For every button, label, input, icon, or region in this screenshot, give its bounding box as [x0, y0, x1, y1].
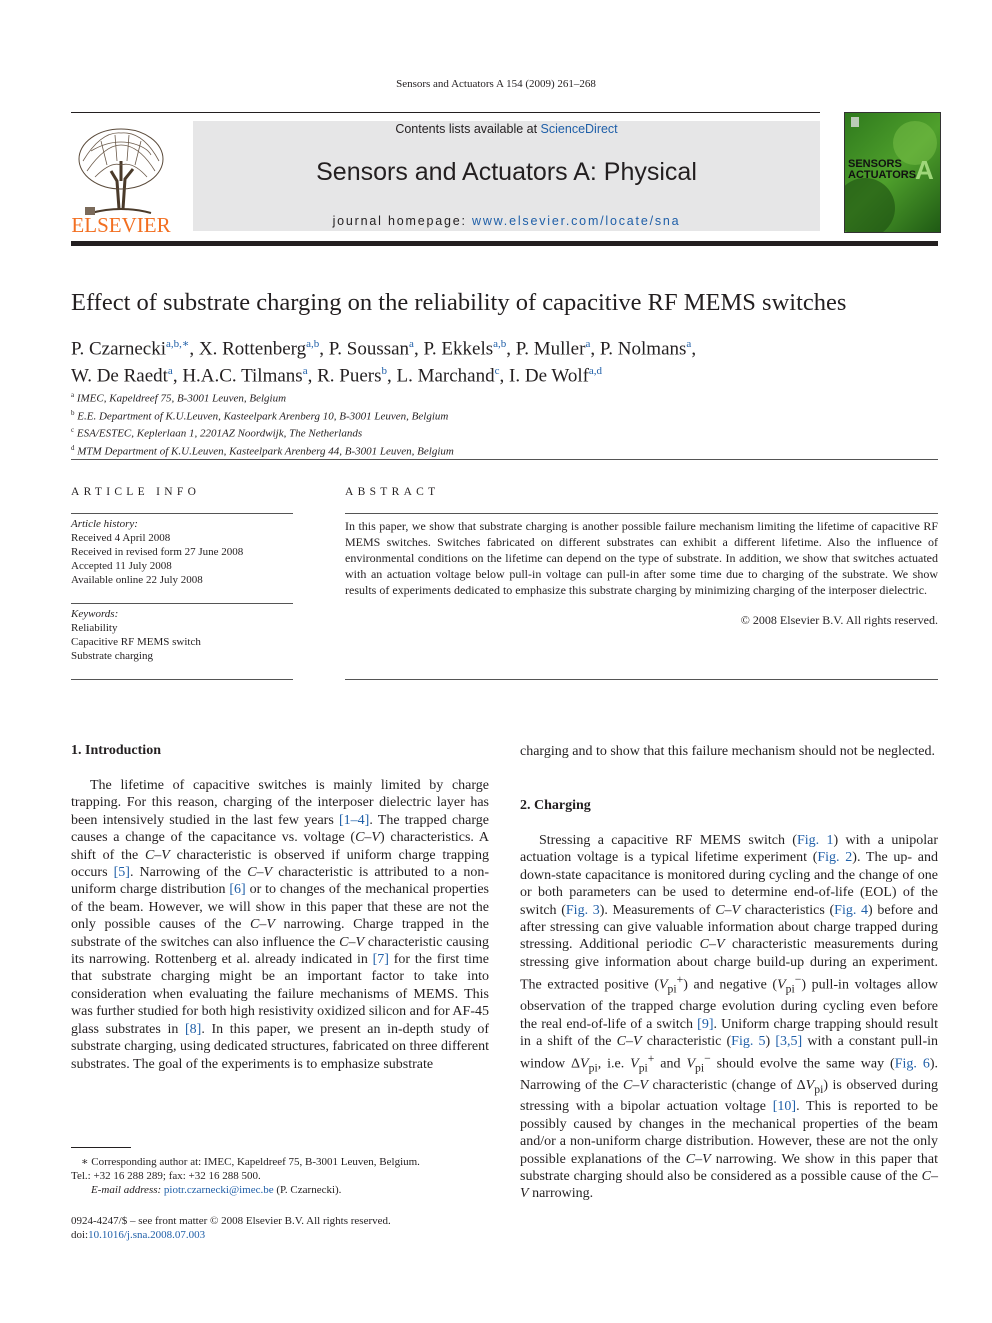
- abstract-copyright: © 2008 Elsevier B.V. All rights reserved.: [740, 613, 938, 627]
- charging-heading: 2. Charging: [520, 798, 591, 813]
- article-info-rule-2: [71, 603, 293, 604]
- author-separator: ,: [590, 338, 600, 360]
- author-list: [71, 333, 696, 388]
- history-label: Article history:: [71, 518, 138, 530]
- charging-paragraph: Stressing a capacitive RF MEMS switch (Fig. 1) with a unipolar actuation voltage is a typical lifetime experiment (Fig. 2). The up- and down-state capacitance is monitored during cycling and the change of one or both parameters can be used to determine end-of-life (EOL) of the switch (Fig. 3). Measurements of C–V characteristics (Fig. 4) before and after stressing can give valuable information about charge trapped during stressing. Additional periodic C–V characteristic measurements during stressing give information about charge build-up during an experiment. The extracted positive $(V_{pi}^+)$ and negative $(V_{pi}^-)$ pull-in voltages allow observation of the trapped charge evolution during cycling even before the real end-of-life of a switch [9]. Uniform charge trapping should result in a shift of the C–V characteristic (Fig. 5) [3,5] with a constant pull-in window $\Delta V_{pi}$, i.e. $V_{pi}^+$ and $V_{pi}^-$ should evolve the same way (Fig. 6). Narrowing of the C–V characteristic (change of $\Delta V_{pi}$) is observed during stressing with a bipolar actuation voltage [10]. This is reported to be possibly caused by changes in the mechanical properties of the beam and/or a non-uniform charge distribution. However, these are not the only possible explanations of the C–V narrowing. We show in this paper that substrate charging should also be considered as a possible cause of the C–V narrowing.: [520, 833, 939, 1202]
- affiliation-key: d: [71, 443, 75, 452]
- author-affiliation-marker[interactable]: a: [409, 338, 414, 350]
- homepage-prefix: journal homepage:: [332, 214, 473, 228]
- keywords-block: [71, 607, 293, 663]
- keyword-item: Substrate charging: [71, 650, 153, 662]
- footnote-email: [71, 1183, 489, 1197]
- author-name: P. Soussan: [328, 338, 410, 360]
- abstract-rule-bottom: [345, 679, 938, 680]
- author-affiliation-marker[interactable]: a,d: [588, 365, 603, 378]
- author-affiliation-marker[interactable]: a,b: [306, 338, 320, 350]
- introduction-continued: charging and to show that this failure mechanism should not be neglected.: [520, 744, 935, 759]
- author-name: P. Czarnecki: [71, 338, 166, 360]
- affiliation-key: b: [71, 408, 75, 417]
- affiliation-item: [71, 388, 454, 406]
- author-affiliation-marker[interactable]: c: [494, 365, 500, 378]
- author-affiliation-marker[interactable]: a,b: [493, 338, 507, 350]
- doi-label: doi:: [71, 1229, 89, 1241]
- history-item: Available online 22 July 2008: [71, 574, 203, 586]
- keyword-list: [71, 621, 293, 663]
- affiliation-text: E.E. Department of K.U.Leuven, Kasteelpark Arenberg 10, B-3001 Leuven, Belgium: [74, 410, 449, 423]
- doi-line: [71, 1228, 489, 1242]
- keywords-label: Keywords:: [71, 608, 119, 620]
- author-affiliation-marker[interactable]: a: [302, 365, 308, 378]
- author-affiliation-marker[interactable]: b: [381, 365, 387, 378]
- history-item: Received 4 April 2008: [71, 532, 171, 544]
- author-separator: ,: [307, 365, 318, 387]
- affiliation-text: IMEC, Kapeldreef 75, B-3001 Leuven, Belgium: [74, 392, 287, 405]
- author-affiliation-marker[interactable]: a: [167, 365, 173, 378]
- author-affiliation-marker[interactable]: a,b,∗: [165, 338, 190, 350]
- cover-title: [848, 159, 916, 181]
- author-name: L. Marchand: [396, 365, 495, 387]
- cover-line-2: ACTUATORS: [848, 169, 917, 181]
- author-affiliation-marker[interactable]: a: [686, 338, 692, 350]
- history-item: Received in revised form 27 June 2008: [71, 546, 244, 558]
- affiliation-text: ESA/ESTEC, Keplerlaan 1, 2201AZ Noordwijk, The Netherlands: [74, 427, 363, 440]
- author-separator: ,: [506, 338, 516, 360]
- email-link[interactable]: piotr.czarnecki@imec.be: [163, 1184, 274, 1196]
- author-name: I. De Wolf: [509, 365, 589, 387]
- abstract-text: In this paper, we show that substrate charging is another possible failure mechanism limiting the lifetime of capacitive RF MEMS switches. Switches fabricated on different substrates can exhibit a different lifetime. Also the influence of environmental conditions on the lifetime can depend on the type of substrate. In addition, we show that switches actuated with an actuation voltage below pull-in voltage can pull-in after some time due to charging of the substrate. We show results of experiments dedicated to emphasize this substrate charging by minimizing charging of the interposer dielectric.: [345, 519, 938, 597]
- affiliation-item: [71, 441, 454, 459]
- footnotes: [71, 1155, 489, 1197]
- front-matter: [71, 1214, 489, 1242]
- journal-reference: Sensors and Actuators A 154 (2009) 261–268: [396, 78, 596, 90]
- author-separator: ,: [413, 338, 424, 360]
- paper-title: Effect of substrate charging on the reliability of capacitive RF MEMS switches: [71, 289, 847, 316]
- footnote-tel: Tel.: +32 16 288 289; fax: +32 16 288 500.: [71, 1170, 261, 1182]
- cover-letter: A: [915, 155, 934, 185]
- contents-prefix: Contents lists available at: [395, 122, 541, 136]
- abstract-rule-top: [345, 513, 938, 514]
- author-name: H.A.C. Tilmans: [182, 365, 303, 387]
- article-info-rule-3: [71, 679, 293, 680]
- issn-line: 0924-4247/$ – see front matter © 2008 Elsevier B.V. All rights reserved.: [71, 1215, 391, 1227]
- author-separator: ,: [189, 338, 199, 360]
- author-separator: ,: [386, 365, 397, 387]
- journal-homepage: [193, 214, 820, 228]
- introduction-paragraph: The lifetime of capacitive switches is mainly limited by charge trapping. For this reason, charging of the interposer dielectric layer has been intensively studied in the last few years [1–4]. The trapped charge causes a change of the capacitance vs. voltage (C–V) characteristics. A shift of the C–V characteristic is observed if uniform charge trapping occurs [5]. Narrowing of the C–V characteristic is attributed to a non-uniform charge distribution [6] or to changes of the mechanical properties of the beam. However, we will show in this paper that these are not the only possible causes of the C–V narrowing. Charge trapped in the substrate of the switches can also influence the C–V characteristic causing its narrowing. Rottenberg et al. already indicated in [7] for the first time that substrate charging might be an important factor to take into consideration when evaluating the failure mechanisms of MEMS. This was further studied for both high resistivity oxidized silicon and for AF-45 glass substrates in [8]. In this paper, we present an in-depth study of substrate charging, using dedicated structures, fabricated on three different substrates. The goal of the experiments is to emphasize substrate: [71, 778, 490, 1072]
- affiliation-text: MTM Department of K.U.Leuven, Kasteelpark Arenberg 44, B-3001 Leuven, Belgium: [74, 445, 454, 458]
- keyword-item: Reliability: [71, 622, 118, 634]
- article-info-rule-1: [71, 513, 293, 514]
- introduction-heading: 1. Introduction: [71, 743, 161, 758]
- author-name: X. Rottenberg: [198, 338, 307, 360]
- article-info-heading: ARTICLE INFO: [71, 486, 201, 498]
- affiliation-list: [71, 388, 454, 459]
- abstract-heading: ABSTRACT: [345, 486, 440, 498]
- author-separator: ,: [172, 365, 183, 387]
- author-name: P. Nolmans: [599, 338, 687, 360]
- author-separator: ,: [499, 365, 510, 387]
- article-history: [71, 517, 293, 587]
- contents-line: [193, 122, 820, 136]
- affiliation-key: a: [71, 391, 75, 399]
- history-item: Accepted 11 July 2008: [71, 560, 172, 572]
- author-line-1: [71, 333, 696, 360]
- history-list: [71, 531, 293, 587]
- author-line-2: [71, 360, 696, 387]
- footnote-corresponding: ∗ Corresponding author at: IMEC, Kapeldreef 75, B-3001 Leuven, Belgium.: [81, 1156, 420, 1168]
- journal-title: Sensors and Actuators A: Physical: [316, 158, 697, 186]
- author-name: P. Ekkels: [423, 338, 494, 360]
- affiliation-key: c: [71, 426, 75, 435]
- keyword-item: Capacitive RF MEMS switch: [71, 636, 201, 648]
- header-bottom-rule: [71, 241, 938, 246]
- author-affiliation-marker[interactable]: a: [585, 338, 591, 350]
- header-top-rule: [71, 112, 820, 113]
- author-name: P. Muller: [515, 338, 586, 360]
- sciencedirect-link[interactable]: ScienceDirect: [540, 122, 618, 136]
- affiliation-rule: [71, 459, 938, 460]
- author-separator: ,: [319, 338, 329, 360]
- author-name: W. De Raedt: [71, 365, 168, 387]
- affiliation-item: [71, 423, 454, 441]
- doi-link[interactable]: 10.1016/j.sna.2008.07.003: [88, 1229, 206, 1241]
- author-separator: ,: [691, 338, 697, 360]
- email-suffix: (P. Czarnecki).: [273, 1184, 342, 1196]
- elsevier-wordmark: ELSEVIER: [71, 213, 171, 237]
- homepage-link[interactable]: www.elsevier.com/locate/sna: [472, 214, 681, 228]
- author-name: R. Puers: [317, 365, 382, 387]
- cover-line-1: SENSORS: [848, 158, 902, 170]
- email-label: E-mail address:: [91, 1184, 164, 1196]
- footnote-rule: [71, 1147, 131, 1148]
- affiliation-item: [71, 406, 454, 424]
